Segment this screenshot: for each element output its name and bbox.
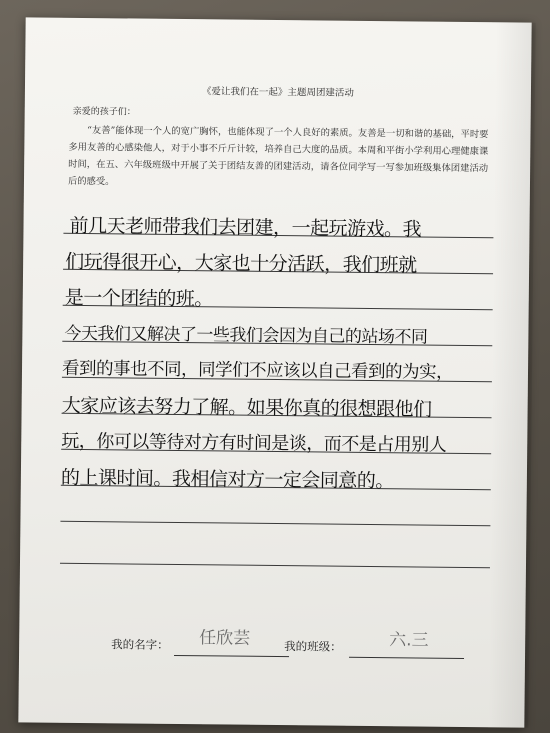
name-underline: [174, 655, 289, 657]
worksheet-paper: [18, 17, 531, 727]
handwriting-line-6: 大家应该去努力了解。如果你真的很想跟他们: [61, 394, 432, 421]
handwriting-line-4: 今天我们又解决了一些我们会因为自己的站场不同: [64, 323, 428, 348]
class-underline: [349, 657, 464, 659]
handwriting-line-2: 们玩得很开心，大家也十分活跃，我们班就: [65, 250, 417, 277]
class-label: 我的班级：: [284, 639, 342, 654]
ruled-line: [60, 521, 490, 527]
ruled-line: [60, 563, 490, 569]
handwriting-line-8: 的上课时间。我相信对方一定会同意的。: [60, 466, 394, 493]
intro-paragraph: “友善”能体现一个人的宽广胸怀，也能体现了一个人良好的素质。友善是一切和谐的基础，平时要多用友善的心感染他人，对于小事不斤斤计较，培养自己大度的品质。本周和平街小学利用心理健康课时间，在五、六年级班级中开展了关于团结友善的团建活动，请各位同学写一写参加班级集体团建活动后的感受。: [67, 125, 489, 188]
name-signature: 任欣芸: [199, 628, 251, 649]
greeting-text: 亲爱的孩子们：: [72, 106, 136, 118]
handwriting-line-3: 是一个团结的班。: [64, 286, 213, 311]
handwriting-line-5: 看到的事也不同，同学们不应该以自己看到的为实，: [61, 358, 454, 383]
class-value: 六.三: [389, 630, 429, 651]
handwriting-line-1: 前几天老师带我们去团建，一起玩游戏。我: [69, 214, 422, 241]
paper-shadow: [488, 22, 535, 727]
name-label: 我的名字：: [111, 637, 169, 652]
worksheet-title: 《爱让我们在一起》主题周团建活动: [201, 86, 354, 99]
handwriting-line-7: 玩，你可以等待对方有时间是谈，而不是占用别人: [61, 430, 447, 456]
